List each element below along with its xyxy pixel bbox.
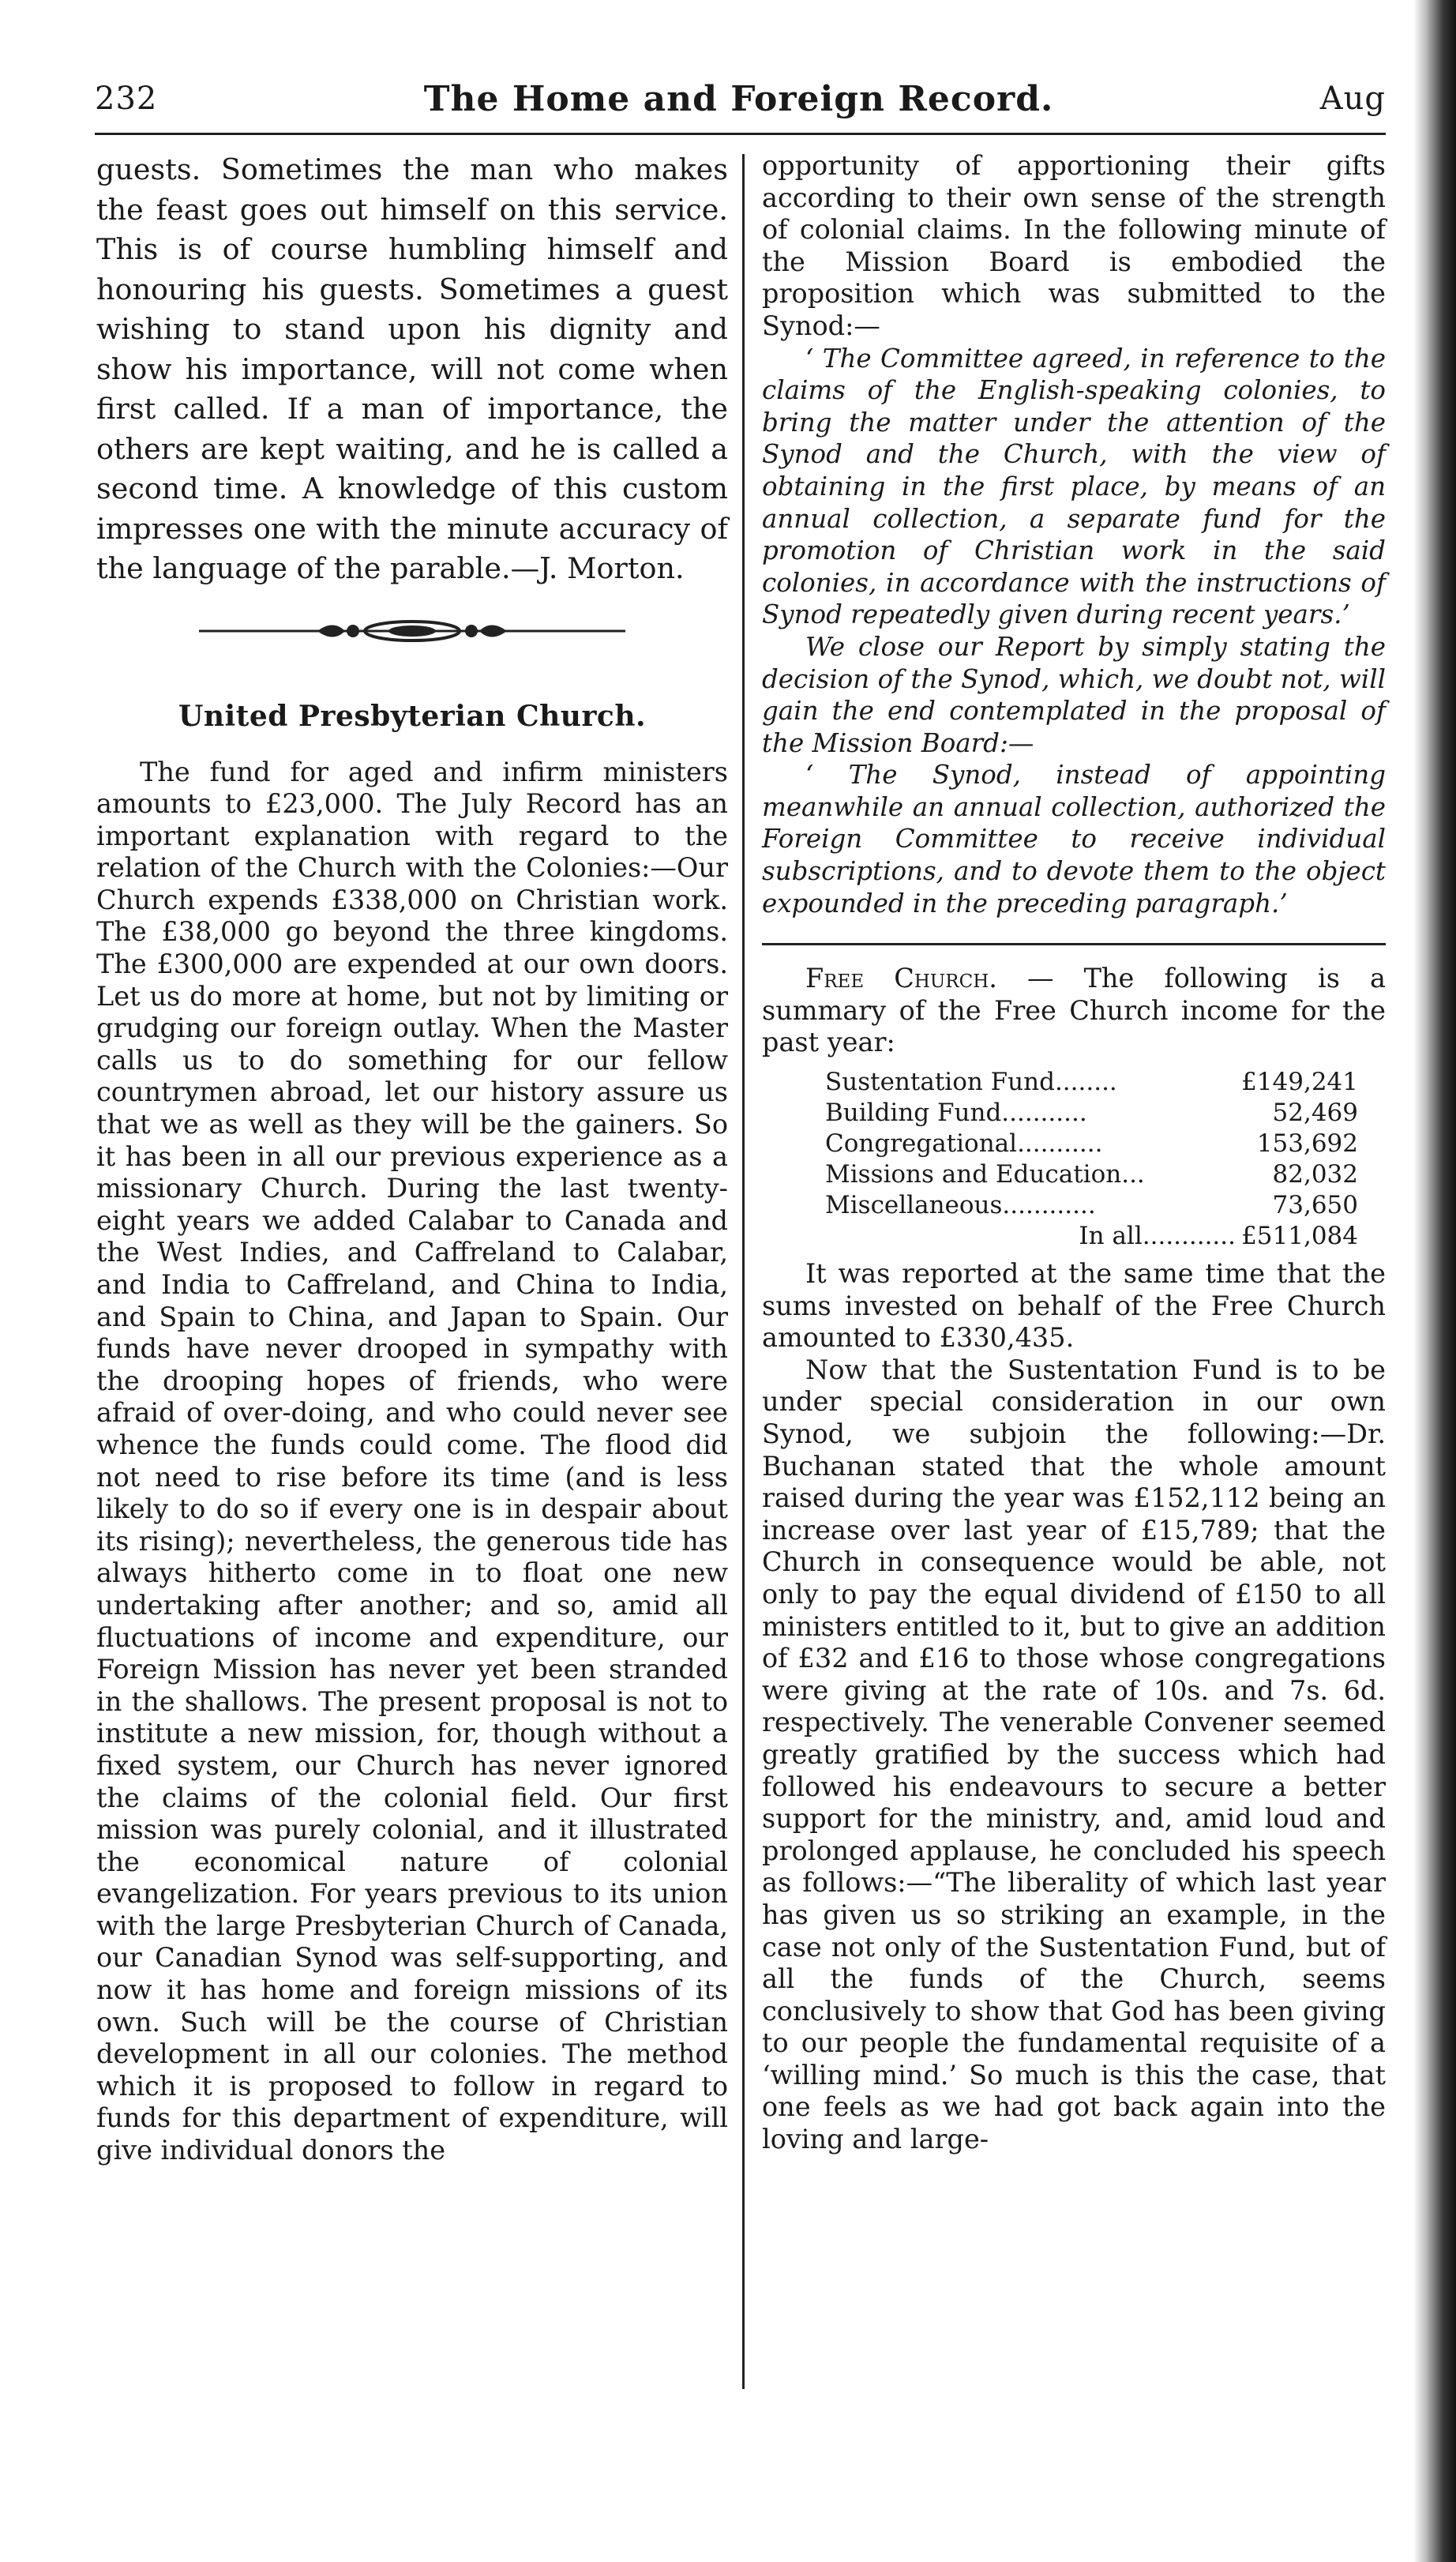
income-summary-table [825,1067,1358,1252]
row-value: 73,650 [1272,1191,1358,1220]
united-presbyterian-paragraph: The fund for aged and infirm ministers amounts to £23,000. The July Record has an important explanation with regard to the relation of the Church with the Colonies:—Our Church expends £338,000 on Christian work. The £38,000 go beyond the three kingdoms. The £300,000 are expended at our own doors. Let us do more at home, but not by limiting or grudging our foreign outlay. When the Master calls us to do something for our fellow countrymen abroad, let our history assure us that we as well as they will be the gainers. So it has been in all our previous experience as a missionary Church. During the last twenty-eight years we added Calabar to Canada and the West Indies, and Caffreland to Calabar, and India to Caffreland, and China to India, and Spain to China, and Japan to Spain. Our funds have never drooped in sympathy with the drooping hopes of friends, who were afraid of over-doing, and who could never see whence the funds could come. The flood did not need to rise before its time (and is less likely to do so if every one is in despair about its rising); nevertheless, the generous tide has always hitherto come in to float one new undertaking after another; and so, amid all fluctuations of income and expenditure, our Foreign Mission has never yet been stranded in the shallows. The present proposal is not to institute a new mission, for, though without a fixed system, our Church has never ignored the claims of the colonial field. Our first mission was purely colonial, and it illustrated the economical nature of colonial evangelization. For years previous to its union with the large Presbyterian Church of Canada, our Canadian Synod was self-supporting, and now it has home and foreign missions of its own. Such will be the course of Christian development in all our colonies. The method which it is proposed to follow in regard to funds for this department of expenditure, will give individual donors the [96,756,728,2166]
free-church-lead: Free Church. [805,963,997,994]
continuation-paragraph: opportunity of apportioning their gifts according to their own sense of the strength of colonial claims. In the following minute of the Mission Board is embodied the proposition which was submitted to the Synod:— [762,150,1386,341]
running-title: The Home and Foreign Record. [423,78,1054,119]
committee-quote: ‘ The Committee agreed, in reference to the claims of the English-speaking colonies, to bring the matter under the attention of the Synod and the Church, with the view of obtaining in the first place, by means of an annual collection, a separate fund for the promotion of Christian work in the said colonies, in accordance with the instructions of Synod repeatedly given during recent years.’ [762,343,1386,630]
total-value: £511,084 [1241,1222,1358,1251]
intro-paragraph: guests. Sometimes the man who makes the feast goes out himself on this service. This is of course humbling himself and honouring his guests. Sometimes a guest wishing to stand upon his dignity and show his importance, will not come when first called. If a man of importance, the others are kept waiting, and he is called a second time. A knowledge of this custom impresses one with the minute accuracy of the language of the parable.—J. Morton. [96,152,728,585]
free-church-paragraph [762,963,1386,1059]
row-label: Sustentation Fund........ [825,1068,1117,1097]
row-label: Missions and Education... [825,1160,1145,1189]
row-value: 82,032 [1272,1160,1358,1189]
row-label: Congregational........... [825,1129,1103,1159]
header-rule [95,133,1386,135]
row-value: 52,469 [1272,1099,1358,1128]
table-row [825,1129,1358,1159]
invested-paragraph: It was reported at the same time that the sums invested on behalf of the Free Church amounted to £330,435. [762,1258,1386,1354]
total-row [825,1221,1358,1252]
table-row [825,1098,1358,1129]
table-row [825,1067,1358,1098]
synod-quote: ‘ The Synod, instead of appointing meanwhile an annual collection, authorized the Foreign Committee to receive individual subscriptions, and to devote them to the object expounded in the preceding paragraph.’ [762,760,1386,918]
report-close-paragraph: We close our Report by simply stating the decision of the Synod, which, we doubt not, will gain the end contemplated in the proposal of the Mission Board:— [762,631,1386,758]
table-row [825,1159,1358,1190]
row-label: Miscellaneous............ [825,1191,1096,1220]
section-rule [762,943,1386,945]
total-label: In all............ [1079,1222,1236,1251]
page-edge-shadow [1413,0,1456,2562]
page-header [95,67,1386,130]
free-church-intro: — The following is a summary of the Free Church income for the past year: [762,963,1386,1058]
left-column [96,150,728,2167]
ornament-divider-icon [199,611,625,651]
row-value: £149,241 [1241,1068,1358,1097]
right-column [762,150,1386,2156]
table-row [825,1190,1358,1221]
running-month: Aug [1319,81,1386,117]
sustentation-paragraph: Now that the Sustentation Fund is to be under special consideration in our own Synod, we subjoin the following:—Dr. Buchanan stated that the whole amount raised during the year was £152,112 being an increase over last year of £15,789; that the Church in consequence would be able, not only to pay the equal dividend of £150 to all ministers entitled to it, but to give an addition of £32 and £16 to those whose congregations were giving at the rate of 10s. and 7s. 6d. respectively. The venerable Convener seemed greatly gratified by the success which had followed his endeavours to secure a better support for the ministry, and, amid loud and prolonged applause, he concluded his speech as follows:—“The liberality of which last year has given us so striking an example, in the case not only of the Sustentation Fund, but of all the funds of the Church, seems conclusively to show that God has been giving to our people the fundamental requisite of a ‘willing mind.’ So much is this the case, that one feels as we had got back again into the loving and large- [762,1354,1386,2155]
page-number: 232 [95,81,158,117]
row-value: 153,692 [1256,1129,1358,1159]
section-heading: United Presbyterian Church. [178,699,647,733]
column-divider [742,154,745,2389]
row-label: Building Fund........... [825,1099,1087,1128]
